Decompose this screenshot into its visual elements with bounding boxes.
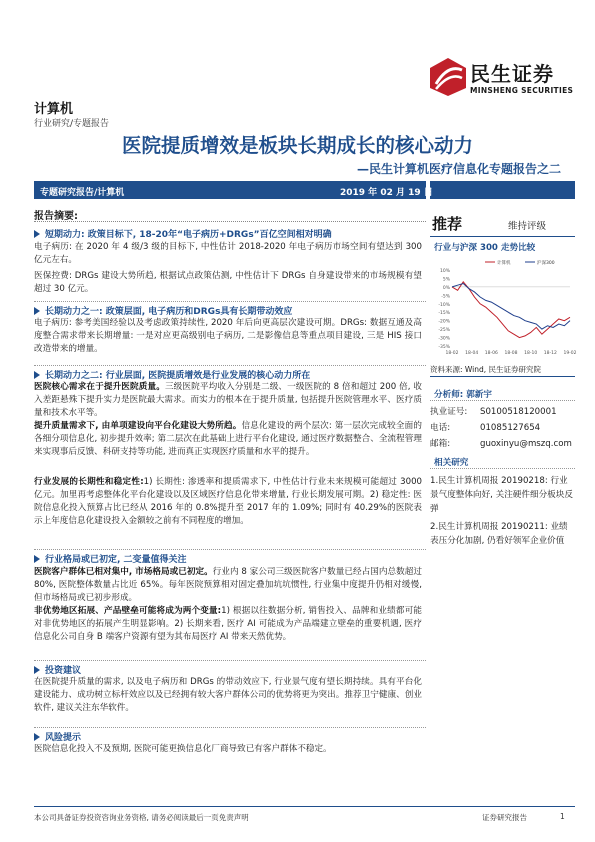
related-heading: 相关研究 [434, 458, 469, 468]
report-subtitle: —民生计算机医疗信息化专题报告之二 [356, 162, 561, 176]
legend-label: 沪深300 [537, 261, 555, 266]
section-paragraph [34, 605, 422, 644]
y-tick-label: -15% [438, 311, 450, 317]
triangle-bullet-icon [34, 666, 40, 674]
triangle-bullet-icon [34, 555, 40, 563]
related-item[interactable]: 2.民生计算机周报 20190211: 业绩表压分化加剧, 仍看好领军企业价值 [430, 522, 568, 546]
analyst-value: 01085127654 [480, 423, 541, 433]
x-tick-label: 18-04 [465, 351, 479, 356]
y-tick-label: -5% [441, 294, 450, 300]
paragraph-lead: 非优势地区拓展、产品壁垒可能将成为两个变量: [34, 606, 222, 616]
x-tick-label: 19-02 [563, 351, 577, 356]
x-tick-label: 18-10 [524, 351, 538, 356]
paragraph-text: 信息化建设的两个层次: 第一层次完成较全面的各细分项信息化, 初步提升效率; 第二层次在此基础上进行平台化建设, 通过医疗数据整合、全流程管理来实现事后反馈、科研支持等功能, 进而真正实现医疗质量和水平的提升。 [34, 421, 422, 457]
paragraph-text: 医院信息化投入不及预期, 医院可能更换信息化厂商导致已有客户群体不稳定。 [34, 744, 332, 754]
y-tick-label: 10% [439, 269, 450, 274]
triangle-bullet-icon [34, 307, 40, 315]
section-paragraph [34, 476, 422, 528]
related-item[interactable]: 1.民生计算机周报 20190218: 行业景气度整体向好, 关注硬件细分板块反弹 [430, 476, 573, 514]
paragraph-text: 1) 根据以往数据分析, 销售投入、品牌和业绩都可能对非优势地区的拓展产生明显影响。2) 长期来看, 医疗 AI 可能成为产品端建立壁垒的重要机遇, 医疗信息化公司自身 B 端客户资源有望为其布局医疗 AI 带来天然优势。 [34, 606, 422, 642]
abstract-divider [34, 221, 426, 222]
y-tick-label: -35% [438, 345, 450, 350]
section-heading [34, 730, 426, 743]
section-divider [34, 365, 426, 366]
x-tick-label: 18-06 [484, 351, 498, 356]
section-title: 投资建议 [45, 666, 82, 676]
rating-label: 维持评级 [508, 221, 547, 232]
triangle-bullet-icon [34, 733, 40, 741]
paragraph-text: 电子病历: 在 2020 年 4 级/3 级的目标下, 中性估计 2018-2020 年电子病历市场空间有望达到 300 亿元左右。 [34, 242, 422, 265]
recommendation: 推荐 [432, 215, 463, 233]
chart-heading: 行业与沪深 300 走势比较 [434, 243, 536, 253]
paragraph-text: 三级医院平均收入分别是二级、一级医院的 8 倍和超过 200 倍, 收入差距悬殊下提升实力是医院最大需求。而实力的根本在于提升质量, 包括提升医院管理水平、医疗质量和技术水平等。 [34, 382, 422, 418]
x-tick-label: 18-12 [543, 351, 557, 356]
paragraph-lead: 行业发展的长期性和稳定性: [34, 477, 144, 487]
paragraph-lead: 医院核心需求在于提升医院质量。 [34, 382, 165, 392]
section-paragraph [34, 270, 422, 296]
section-heading [34, 552, 426, 565]
triangle-bullet-icon [34, 230, 40, 238]
y-tick-label: -20% [438, 319, 450, 325]
paragraph-lead: 医院客户群体已相对集中, 市场格局或已初定。 [34, 567, 213, 577]
legend-label: 计算机 [497, 261, 511, 266]
header-bar-right [430, 181, 575, 199]
analyst-row [430, 420, 575, 436]
y-tick-label: -10% [438, 302, 450, 308]
logo-text-cn: 民生证券 [470, 62, 554, 86]
chart-source: 资料来源: Wind, 民生证券研究院 [430, 365, 542, 374]
analyst-row [430, 436, 575, 452]
y-tick-label: -25% [438, 328, 450, 334]
section-title: 行业格局或已初定, 二变量值得关注 [45, 555, 187, 565]
analyst-key: 电话: [430, 423, 451, 433]
industry-sub-label: 行业研究/专题报告 [34, 119, 110, 129]
analyst-key: 邮箱: [430, 439, 451, 449]
y-tick-label: -30% [438, 336, 450, 342]
section-paragraph [34, 743, 422, 756]
paragraph-text: 医保控费: DRGs 建设大势所趋, 根据试点政策估测, 中性估计下 DRGs 自身建设带来的市场规模有望超过 30 亿元。 [34, 271, 422, 294]
related-list [430, 474, 575, 552]
minsheng-logo-icon [428, 56, 468, 98]
section-divider [34, 549, 426, 550]
footer-label: 证券研究报告 [482, 813, 527, 822]
report-title: 医院提质增效是板块长期成长的核心动力 [121, 134, 473, 157]
section-heading [34, 227, 426, 240]
related-divider [430, 468, 575, 469]
page-number: 1 [560, 812, 565, 821]
paragraph-lead: 提升质量需求下, 由单项建设向平台化建设大势所趋。 [34, 421, 242, 431]
right-divider [430, 236, 575, 237]
right-divider-2 [430, 376, 575, 377]
section-paragraph [34, 241, 422, 267]
section-paragraph [34, 420, 422, 459]
section-divider [34, 727, 426, 728]
analyst-key: 执业证号: [430, 407, 468, 417]
section-divider [34, 660, 426, 661]
series-line-0 [452, 282, 570, 338]
analyst-contact [430, 404, 575, 452]
paragraph-text: 1) 长期性: 渗透率和提质需求下, 中性估计行业未来规模可能超过 3000 亿元。加里再考虑整体化平台化建设以及区域医疗信息化带来增量, 行业长期发展可期。2) 稳定性: 医院信息化投入预算占比已经从 2016 年的 0.8%提升至 2017 年的 1.09%; 同时有 40.29%的医院表示上年度信息化建设投入金额较之前有不同程度的增加。 [34, 477, 423, 526]
section-paragraph [34, 381, 422, 420]
abstract-heading: 报告摘要: [34, 211, 78, 222]
section-paragraph [34, 317, 422, 356]
section-heading [34, 663, 426, 676]
section-title: 短期动力: 政策目标下, 18-20年“电子病历+DRGs”百亿空间相对明确 [45, 230, 332, 240]
section-heading [34, 304, 426, 317]
y-tick-label: 0% [442, 285, 450, 291]
analyst-value: S0100518120001 [480, 407, 557, 417]
section-title: 长期动力之一: 政策层面, 电子病历和DRGs具有长期带动效应 [45, 307, 293, 317]
trend-chart [430, 256, 575, 360]
section-paragraph [34, 676, 422, 715]
report-type-label: 专题研究报告/计算机 [40, 188, 125, 198]
footer-disclaimer: 本公司具备证券投资咨询业务资格, 请务必阅读最后一页免责声明 [34, 813, 249, 822]
logo-text-en: MINSHENG SECURITIES [470, 86, 574, 95]
triangle-bullet-icon [34, 371, 40, 379]
paragraph-text: 行业内 8 家公司三级医院客户数量已经占国内总数超过 80%, 医院整体数量占比近 65%。每年医院预算相对固定叠加坑坑惯性, 行业集中度提升仍相对缓慢, 但市场格局或已初步形成。 [34, 567, 422, 603]
x-tick-label: 18-02 [445, 351, 459, 356]
x-tick-label: 18-08 [504, 351, 518, 356]
section-heading [34, 368, 426, 381]
footer-divider [34, 806, 575, 807]
section-divider [34, 301, 426, 302]
analyst-value: guoxinyu@mszq.com [480, 439, 572, 449]
paragraph-text: 电子病历: 参考美国经验以及考虑政策持续性, 2020 年后向更高层次建设可期。DRGs: 数据互通及高度整合需求带来长期增量: 一是对应更高级别电子病历, 二是影像信息等重点项目建设, 三是 HIS 接口改造带来的增量。 [34, 318, 422, 354]
report-date: 2019 年 02 月 19 日 [340, 188, 433, 198]
section-title: 风险提示 [45, 733, 82, 743]
analyst-divider [430, 400, 575, 401]
section-paragraph [34, 566, 422, 605]
section-title: 长期动力之二: 行业层面, 医院提质增效是行业发展的核心动力所在 [45, 371, 311, 381]
analyst-row [430, 404, 575, 420]
industry-label: 计算机 [34, 102, 74, 117]
y-tick-label: 5% [442, 277, 450, 283]
analyst-heading: 分析师: 郭新宇 [434, 390, 492, 400]
paragraph-text: 在医院提升质量的需求, 以及电子病历和 DRGs 的带动效应下, 行业景气度有望长期持续。具有平台化建设能力、成功树立标杆效应以及已经拥有较大客户群体公司的优势将更为突出。推荐卫宁健康、创业软件, 建议关注东华软件。 [34, 677, 422, 713]
